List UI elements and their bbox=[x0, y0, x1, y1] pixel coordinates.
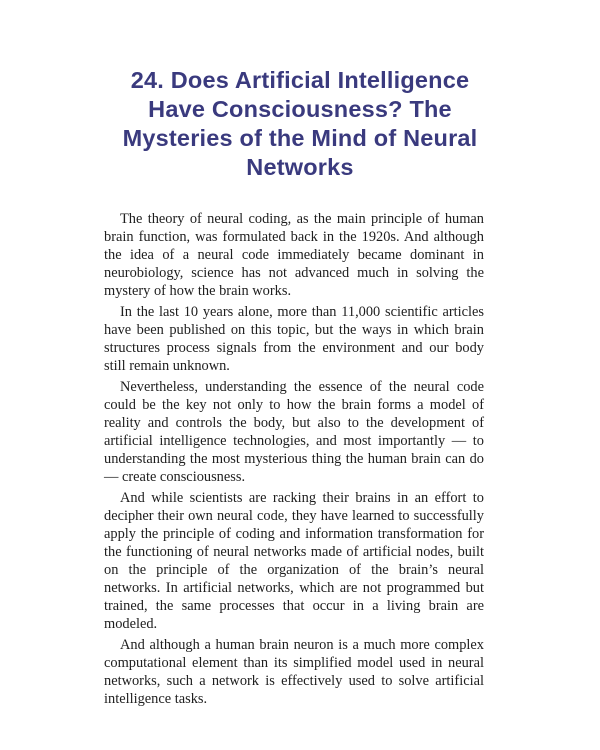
paragraph: Nevertheless, understanding the essence of the neural code could be the key not only to how the brain forms a model of reality and controls the body, but also to the development of artificial intelligence technologies, and most importantly — to understanding the most mysterious thing the human brain can do — create consciousness. bbox=[104, 379, 484, 485]
paragraph: In the last 10 years alone, more than 11,000 scientific articles have been published on this topic, but the ways in which brain structures process signals from the environment and our body still remain unknown. bbox=[104, 304, 484, 374]
paragraph: And although a human brain neuron is a much more complex computational element than its simplified model used in neural networks, such a network is effectively used to solve artificial intelligence tasks. bbox=[104, 637, 484, 707]
body-text bbox=[104, 210, 484, 711]
chapter-title-line: 24. Does Artificial Intelligence bbox=[130, 67, 470, 93]
chapter-title-line: Networks bbox=[246, 154, 354, 180]
chapter-title bbox=[80, 66, 520, 182]
chapter-title-line: Have Consciousness? The bbox=[148, 96, 452, 122]
paragraph: The theory of neural coding, as the main principle of human brain function, was formulated back in the 1920s. And although the idea of a neural code immediately became dominant in neurobiology, science has not advanced much in solving the mystery of how the brain works. bbox=[104, 211, 484, 299]
paragraph: And while scientists are racking their brains in an effort to decipher their own neural code, they have learned to successfully apply the principle of coding and information transformation for the functioning of neural networks made of artificial nodes, built on the principle of the organization of the brain’s neural networks. In artificial networks, which are not programmed but trained, the same processes that occur in a living brain are modeled. bbox=[104, 490, 484, 632]
chapter-title-line: Mysteries of the Mind of Neural bbox=[122, 125, 478, 151]
